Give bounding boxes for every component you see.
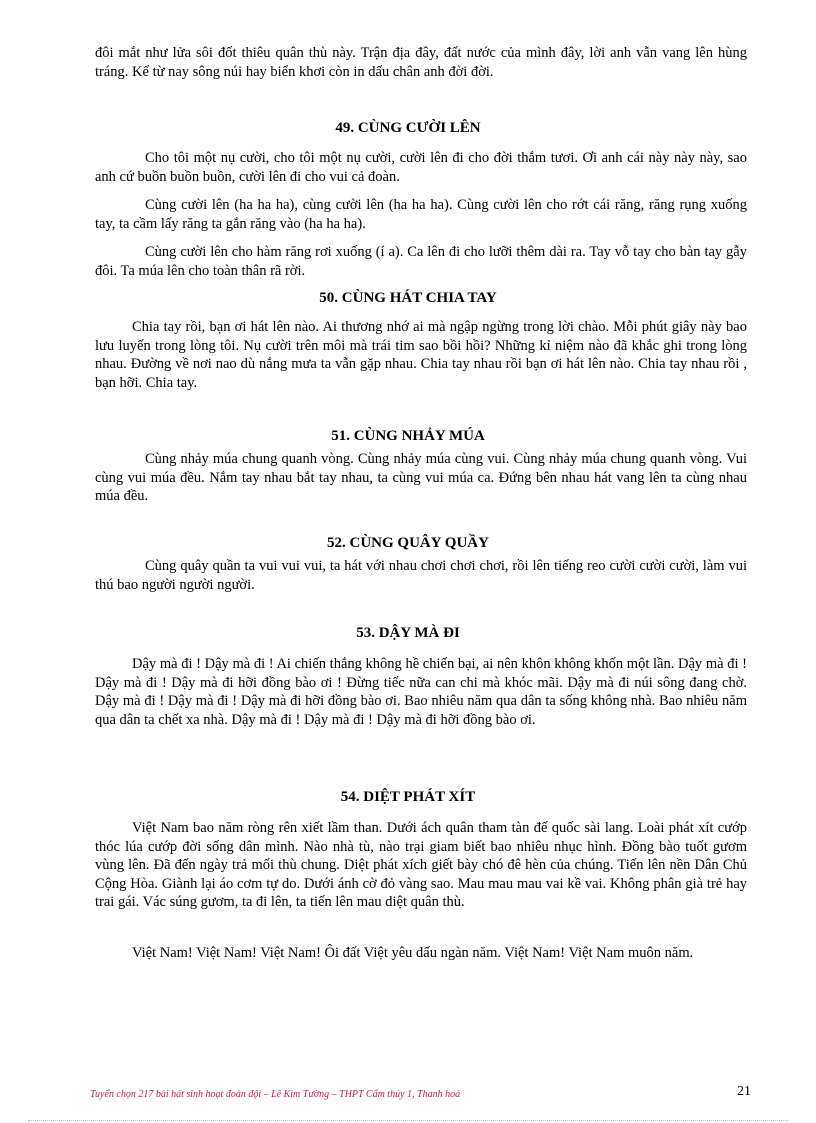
song-title-53: 53. DẬY MÀ ĐI <box>356 625 460 641</box>
song-50-paragraph-1: Chia tay rồi, bạn ơi hát lên nào. Ai thương nhớ ai mà ngập ngừng trong lời chào. Mỗi phút giây này bao lưu luyến trong lòng tôi. Nụ cười trên môi mà trái tim sao bồi hồi? Những kỉ niệm nào đã khắc ghi trong lòng nhau. Đường về nơi nao dù nắng mưa ta vẫn gặp nhau. Chia tay nhau rồi bạn ơi hát lên nào. Chia tay nhau rồi , bạn hỡi. Chia tay. <box>95 319 747 391</box>
song-title-54: 54. DIỆT PHÁT XÍT <box>340 789 476 805</box>
song-53-paragraph-1: Dậy mà đi ! Dậy mà đi ! Ai chiến thắng không hề chiến bại, ai nên khôn không khốn một lần. Dậy mà đi ! Dậy mà đi ! Dậy mà đi hỡi đồng bào ơi ! Đừng tiếc nữa can chi mà khóc mãi. Dậy mà đi núi sông đang chờ. Dậy mà đi ! Dậy mà đi ! Dậy mà đi hỡi đồng bào ơi. Bao nhiêu năm qua dân ta sống không nhà. Bao nhiêu năm qua dân ta chết xa nhà. Dậy mà đi ! Dậy mà đi ! Dậy mà đi hỡi đồng bào ơi. <box>95 656 747 728</box>
intro-paragraph: đôi mắt như lửa sôi đốt thiêu quân thù này. Trận địa đây, đất nước của mình đây, lời anh vẫn vang lên hùng tráng. Kể từ nay sông núi hay biển khơi còn in dấu chân anh đời đời. <box>95 45 747 80</box>
song-49-paragraph-3: Cùng cười lên cho hàm răng rơi xuống (í a). Ca lên đi cho lưỡi thêm dài ra. Tay vỗ tay cho bàn tay gẫy đôi. Ta múa lên cho toàn thân rã rời. <box>95 244 747 279</box>
song-54-paragraph-2: Việt Nam! Việt Nam! Việt Nam! Ôi đất Việt yêu dấu ngàn năm. Việt Nam! Việt Nam muôn năm. <box>132 945 694 961</box>
song-title-49: 49. CÙNG CƯỜI LÊN <box>335 120 481 136</box>
song-title-52: 52. CÙNG QUÂY QUẦY <box>327 535 489 551</box>
song-52-paragraph-1: Cùng quây quần ta vui vui vui, ta hát với nhau chơi chơi chơi, rồi lên tiếng reo cười cười cười, làm vui thú bao người người người. <box>95 558 747 593</box>
song-49-paragraph-2: Cùng cười lên (ha ha ha), cùng cười lên (ha ha ha). Cùng cười lên cho rớt cái răng, răng rụng xuống tay, ta cầm lấy răng ta gắn răng vào (ha ha ha). <box>95 197 747 232</box>
footer-divider <box>28 1120 788 1121</box>
footer-credit: Tuyển chọn 217 bài hát sinh hoạt đoàn đội – Lê Kim Tường – THPT Cẩm thủy 1, Thanh hoá <box>90 1089 461 1100</box>
song-51-paragraph-1: Cùng nhảy múa chung quanh vòng. Cùng nhảy múa cùng vui. Cùng nhảy múa chung quanh vòng. Vui cùng vui múa đều. Nắm tay nhau bắt tay nhau, ta cùng vui múa ca. Đứng bên nhau hát vang lên ta cùng nhau múa đều. <box>95 451 747 504</box>
song-49-paragraph-1: Cho tôi một nụ cười, cho tôi một nụ cười, cười lên đi cho đời thắm tươi. Ơi anh cái này này này, sao anh cứ buồn buồn buồn, cười lên đi cho vui cả đoàn. <box>95 150 747 185</box>
song-title-50: 50. CÙNG HÁT CHIA TAY <box>319 290 497 306</box>
song-title-51: 51. CÙNG NHẢY MÚA <box>331 428 485 444</box>
page-number: 21 <box>737 1084 751 1099</box>
song-54-paragraph-1: Việt Nam bao năm ròng rên xiết lầm than. Dưới ách quân tham tàn đế quốc sài lang. Loài phát xít cướp thóc lúa cướp đời sống dân mình. Nào nhà tù, nào trại giam biết bao nhiêu nhục hình. Đồng bào tuốt gươm vùng lên. Đã đến ngày trả mối thù chung. Diệt phát xích giết bày chó đê hèn của chúng. Tiến lên nền Dân Chủ Cộng Hòa. Giành lại áo cơm tự do. Dưới ánh cờ đỏ vàng sao. Mau mau mau vai kề vai. Không phân già trẻ hay trai gái. Vác súng gươm, ta đi lên, ta tiến lên mau diệt quân thù. <box>95 820 747 910</box>
